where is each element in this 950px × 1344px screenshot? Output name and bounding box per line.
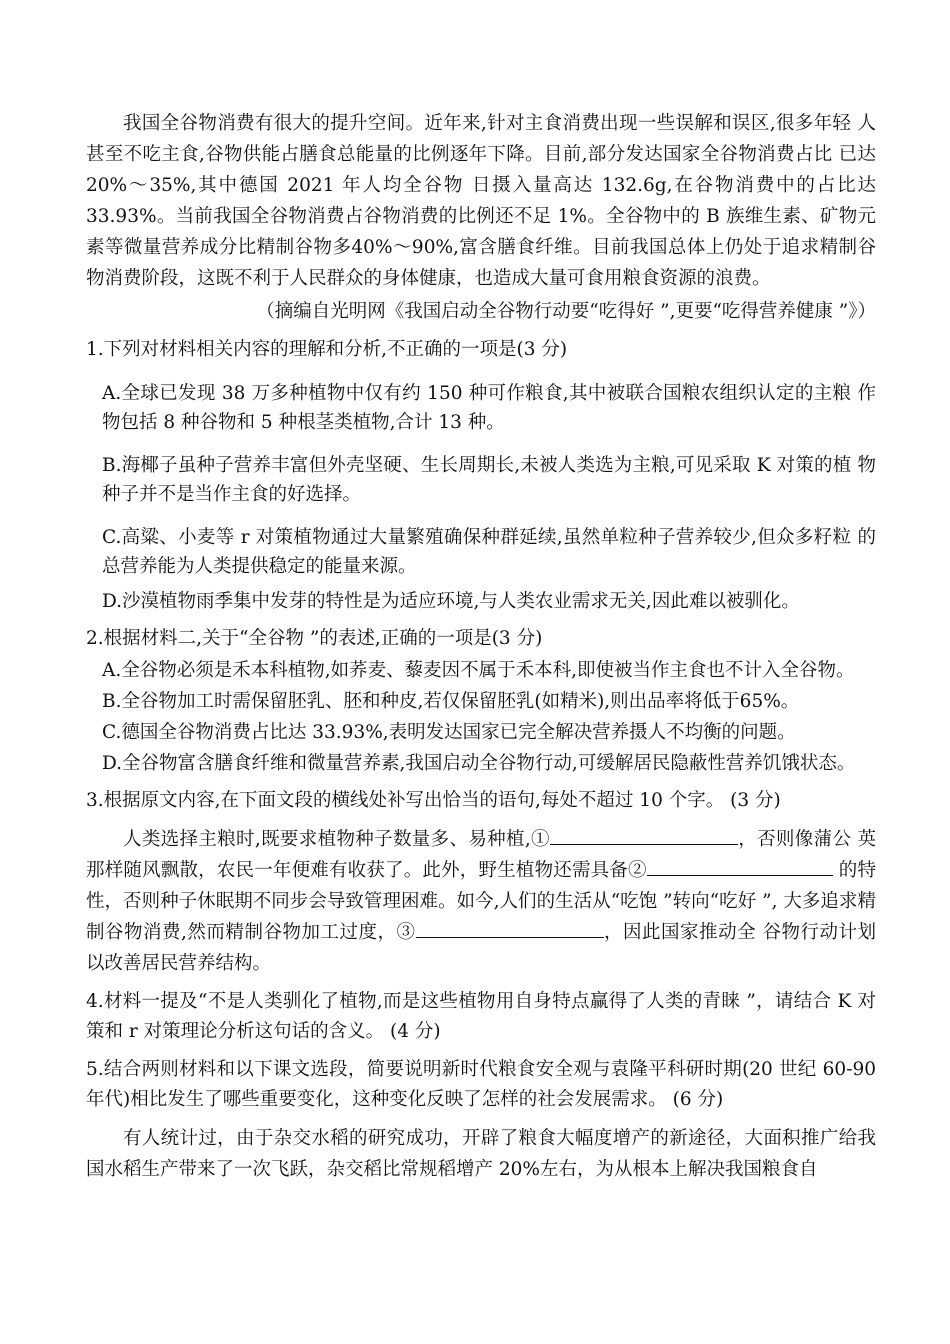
question-2-option-c: C.德国全谷物消费占比达 33.93%,表明发达国家已完全解决营养摄人不均衡的问题。 [102,722,796,743]
question-2-stem: 2.根据材料二,关于“全谷物 ”的表述,正确的一项是(3 分) [86,628,543,649]
question-5-excerpt: 有人统计过，由于杂交水稻的研究成功，开辟了粮食大幅度增产的新途径，大面积推广给我国水稻生产带来了一次飞跃，杂交稻比常规稻增产 20%左右，为从根本上解决我国粮食自 [86,1128,876,1180]
question-5-stem: 5.结合两则材料和以下课文选段，简要说明新时代粮食安全观与袁隆平科研时期(20 世纪 60-90 年代)相比发生了哪些重要变化，这种变化反映了怎样的社会发展需求。 (6 分) [86,1059,876,1110]
answer-blank-3[interactable] [416,919,604,938]
question-2-option-d: D.全谷物富含膳食纤维和微量营养素,我国启动全谷物行动,可缓解居民隐蔽性营养饥饿状态。 [102,753,856,774]
question-1-option-b: B.海椰子虽种子营养丰富但外壳坚硬、生长周期长,未被人类选为主粮,可见采取 K 对策的植 物种子并不是当作主食的好选择。 [102,455,876,505]
material-paragraph: 我国全谷物消费有很大的提升空间。近年来,针对主食消费出现一些误解和误区,很多年轻 人甚至不吃主食,谷物供能占膳食总能量的比例逐年下降。目前,部分发达国家全谷物消费占比 已达 20%～35%,其中德国 2021 年人均全谷物 日摄入量高达 132.6g,在谷物消费中的占比达 33.93%。当前我国全谷物消费占谷物消费的比例还不足 1%。全谷物中的 B 族维生素、矿物元 素等微量营养成分比精制谷物多40%～90%,富含膳食纤维。目前我国总体上仍处于追求精制谷 物消费阶段，这既不利于人民群众的身体健康，也造成大量可食用粮食资源的浪费。 [86,113,876,289]
answer-blank-2[interactable] [647,857,795,876]
question-2-option-a: A.全谷物必须是禾本科植物,如荞麦、藜麦因不属于禾本科,即使被当作主食也不计入全谷物。 [102,660,855,681]
question-3-part-1: 人类选择主粮时,既要求植物种子数量多、易种植,① [123,829,550,850]
question-1-option-a: A.全球已发现 38 万多种植物中仅有约 150 种可作粮食,其中被联合国粮农组织认定的主粮 作物包括 8 种谷物和 5 种根茎类植物,合计 13 种。 [102,383,876,433]
question-1-option-d: D.沙漠植物雨季集中发芽的特性是为适应环境,与人类农业需求无关,因此难以被驯化。 [102,591,800,612]
document-page [86,108,876,1185]
question-1-stem: 1.下列对材料相关内容的理解和分析,不正确的一项是(3 分) [86,339,568,360]
material-source: （摘编自光明网《我国启动全谷物行动要“吃得好 ”,更要“吃得营养健康 ”》） [256,301,876,322]
question-3-part-2: ，否则像蒲公 英那样随风飘散，农民一年便难有收获了。此外，野生植物还需具备② [86,829,876,881]
question-3-stem: 3.根据原文内容,在下面文段的横线处补写出恰当的语句,每处不超过 10 个字。 (3 分) [86,790,781,811]
question-3-part-4: ，因此国家推动全 谷物行动计划以改善居民营养结构。 [86,922,876,974]
answer-blank-2-continued[interactable] [795,857,833,876]
question-2-option-b: B.全谷物加工时需保留胚乳、胚和种皮,若仅保留胚乳(如精米),则出品率将低于65%。 [102,691,800,712]
question-3-passage [86,824,876,979]
question-1-option-c: C.高粱、小麦等 r 对策植物通过大量繁殖确保种群延续,虽然单粒种子营养较少,但众多籽粒 的总营养能为人类提供稳定的能量来源。 [102,527,876,577]
question-2-options [86,656,876,778]
question-3-part-3: 的特性，否则种子休眠期不同步会导致管理困难。如今,人们的生活从“吃饱 ”转向“吃好 ”, 大多追求精制谷物消费,然而精制谷物加工过度，③ [86,860,876,943]
answer-blank-1[interactable] [550,826,738,845]
question-4-stem: 4.材料一提及“不是人类驯化了植物,而是这些植物用自身特点赢得了人类的青睐 ”，请结合 K 对策和 r 对策理论分析这句话的含义。 (4 分) [86,991,876,1042]
